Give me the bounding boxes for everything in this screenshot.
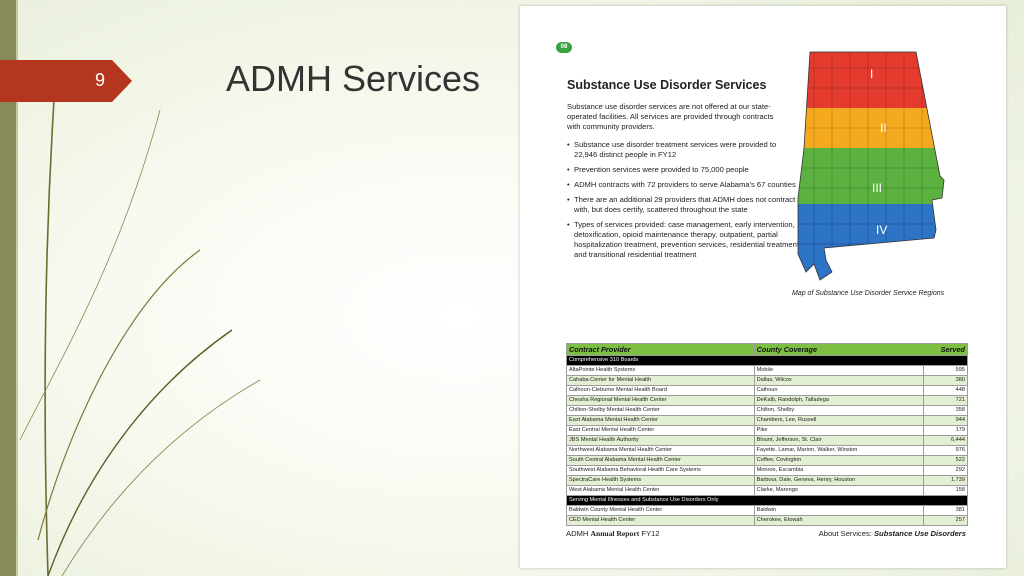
served-cell: 292	[924, 466, 968, 476]
footer-report-title: Annual Report	[590, 529, 640, 538]
table-body	[567, 356, 968, 526]
bullet-item: • There are an additional 29 providers that ADMH does not contract with, but does certify, scattered throughout the state	[567, 195, 799, 215]
table-row	[567, 436, 968, 446]
served-cell: 6,444	[924, 436, 968, 446]
provider-table	[566, 343, 968, 526]
provider-cell: CED Mental Health Center	[567, 516, 755, 526]
served-cell: 257	[924, 516, 968, 526]
region-2-label: II	[880, 121, 887, 135]
table-row	[567, 376, 968, 386]
provider-cell: Northwest Alabama Mental Health Center	[567, 446, 755, 456]
table-row	[567, 406, 968, 416]
county-cell: Cherokee, Etowah	[754, 516, 924, 526]
report-footer-right	[819, 529, 966, 538]
provider-cell: AltaPointe Health Systems	[567, 366, 755, 376]
county-cell: Coffee, Covington	[754, 456, 924, 466]
column-header-served: Served	[924, 344, 968, 356]
bullet-item: • Types of services provided: case management, early intervention, detoxification, opioid maintenance therapy, outpatient, partial hospitalization treatment, prevention services, residential treatment and transitional residential treatment	[567, 220, 799, 260]
bullet-list	[567, 140, 799, 265]
provider-cell: Chilton-Shelby Mental Health Center	[567, 406, 755, 416]
section-title: Comprehensive 310 Boards	[567, 356, 968, 366]
table-row	[567, 366, 968, 376]
county-cell: Mobile	[754, 366, 924, 376]
county-cell: Calhoun	[754, 386, 924, 396]
county-cell: Fayette, Lamar, Marion, Walker, Winston	[754, 446, 924, 456]
provider-cell: Calhoun-Cleburne Mental Health Board	[567, 386, 755, 396]
column-header-county: County Coverage	[754, 344, 924, 356]
report-page-image	[520, 6, 1006, 568]
provider-cell: Southwest Alabama Behavioral Health Care Systems	[567, 466, 755, 476]
region-3-label: III	[872, 181, 883, 195]
served-cell: 358	[924, 406, 968, 416]
county-cell: Chambers, Lee, Russell	[754, 416, 924, 426]
provider-cell: Baldwin County Mental Health Center	[567, 506, 755, 516]
served-cell: 721	[924, 396, 968, 406]
footer-section-title: Substance Use Disorders	[873, 529, 966, 538]
page-badge: 08	[556, 42, 572, 53]
table-row	[567, 426, 968, 436]
intro-paragraph: Substance use disorder services are not offered at our state-operated facilities. All services are provided through contracts with community providers.	[567, 102, 774, 131]
table-row	[567, 386, 968, 396]
county-cell: Clarke, Marengo	[754, 486, 924, 496]
served-cell: 976	[924, 446, 968, 456]
footer-year: FY12	[641, 529, 660, 538]
table-row	[567, 396, 968, 406]
provider-cell: East Central Mental Health Center	[567, 426, 755, 436]
provider-cell: South Central Alabama Mental Health Center	[567, 456, 755, 466]
region-4-fill	[792, 204, 968, 292]
county-cell: Baldwin	[754, 506, 924, 516]
county-cell: Dallas, Wilcox	[754, 376, 924, 386]
county-cell: Blount, Jefferson, St. Clair	[754, 436, 924, 446]
served-cell: 380	[924, 376, 968, 386]
county-cell: Barbour, Dale, Geneva, Henry, Houston	[754, 476, 924, 486]
alabama-region-map	[792, 48, 968, 292]
table-section-row	[567, 356, 968, 366]
region-3-fill	[792, 148, 968, 204]
served-cell: 595	[924, 366, 968, 376]
served-cell: 1,739	[924, 476, 968, 486]
table-row	[567, 456, 968, 466]
table-row	[567, 446, 968, 456]
report-footer-left	[566, 529, 660, 538]
served-cell: 944	[924, 416, 968, 426]
footer-prefix: ADMH	[566, 529, 589, 538]
table-row	[567, 486, 968, 496]
region-1-label: I	[870, 67, 874, 81]
section-heading: Substance Use Disorder Services	[567, 78, 767, 92]
provider-cell: Cheaha Regional Mental Health Center	[567, 396, 755, 406]
map-caption: Map of Substance Use Disorder Service Regions	[792, 290, 945, 297]
bullet-item: • ADMH contracts with 72 providers to serve Alabama's 67 counties	[567, 180, 799, 190]
slide-title: ADMH Services	[226, 58, 481, 99]
table-row	[567, 416, 968, 426]
region-4-label: IV	[876, 223, 888, 237]
served-cell: 448	[924, 386, 968, 396]
county-cell: Pike	[754, 426, 924, 436]
provider-cell: Cahaba Center for Mental Health	[567, 376, 755, 386]
footer-section-prefix: About Services:	[818, 529, 872, 538]
bullet-item: • Substance use disorder treatment services were provided to 22,946 distinct people in FY12	[567, 140, 799, 160]
county-cell: Monroe, Escambia	[754, 466, 924, 476]
slide-number-tab	[0, 60, 132, 102]
served-cell: 522	[924, 456, 968, 466]
county-cell: Chilton, Shelby	[754, 406, 924, 416]
served-cell: 381	[924, 506, 968, 516]
region-1-fill	[792, 48, 968, 108]
table-row	[567, 516, 968, 526]
served-cell: 179	[924, 426, 968, 436]
table-section-row	[567, 496, 968, 506]
table-row	[567, 476, 968, 486]
provider-cell: West Alabama Mental Health Center	[567, 486, 755, 496]
column-header-provider: Contract Provider	[567, 344, 755, 356]
provider-cell: East Alabama Mental Health Center	[567, 416, 755, 426]
slide-number: 9	[94, 70, 105, 90]
served-cell: 158	[924, 486, 968, 496]
table-row	[567, 466, 968, 476]
bullet-item: • Prevention services were provided to 75,000 people	[567, 165, 799, 175]
provider-cell: SpectraCare Health Systems	[567, 476, 755, 486]
county-cell: DeKalb, Randolph, Talladega	[754, 396, 924, 406]
table-row	[567, 506, 968, 516]
section-title: Serving Mental Illnesses and Substance Use Disorders Only	[567, 496, 968, 506]
provider-cell: JBS Mental Health Authority	[567, 436, 755, 446]
